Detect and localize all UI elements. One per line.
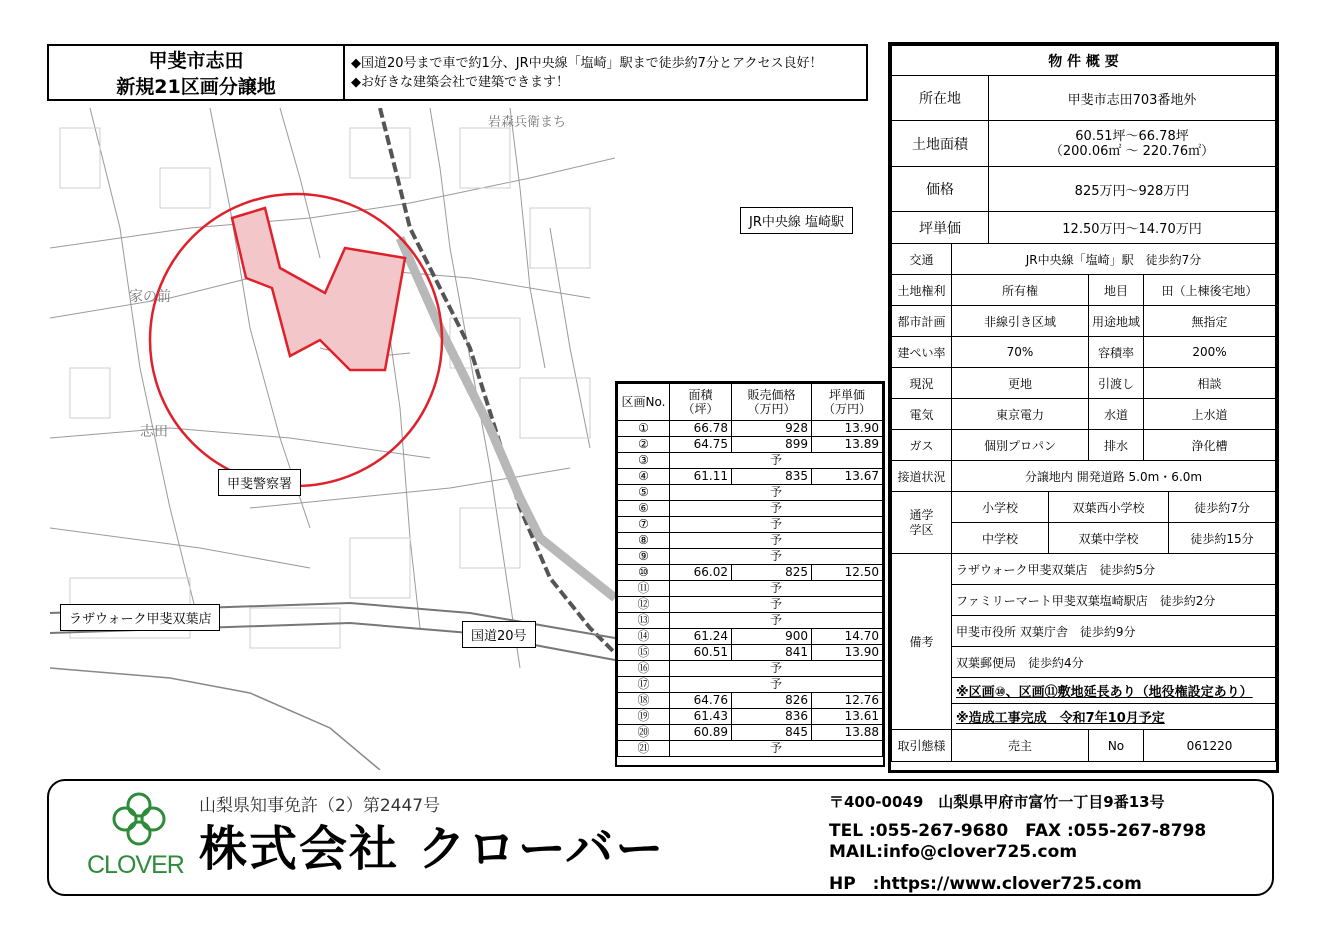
station-label: JR中央線 塩崎駅 [740, 207, 853, 234]
lot-area: 66.02 [670, 565, 732, 581]
lot-unit-price: 13.61 [812, 709, 883, 725]
lot-no: ⑮ [618, 645, 670, 661]
lot-unit-price: 13.90 [812, 421, 883, 437]
lot-unit-price: 13.89 [812, 437, 883, 453]
unit-price-label: 坪単価 [892, 212, 989, 244]
lot-unit-price: 14.70 [812, 629, 883, 645]
electricity-value: 東京電力 [952, 399, 1089, 430]
lot-row [618, 501, 883, 517]
lot-row [618, 677, 883, 693]
land-category-label: 地目 [1089, 275, 1144, 306]
lot-row [618, 613, 883, 629]
lot-no: ⑤ [618, 485, 670, 501]
lot-row [618, 469, 883, 485]
school-label: 通学 学区 [892, 492, 952, 554]
lot-header-no: 区画No. [618, 384, 670, 421]
note-2: ◆お好きな建築会社で建築できます！ [351, 75, 569, 90]
map-label-shida: 志田 [140, 424, 168, 440]
lot-status: 予 [670, 613, 883, 629]
notes-box [345, 44, 868, 101]
lot-status: 予 [670, 517, 883, 533]
water-value: 上水道 [1144, 399, 1276, 430]
lot-no: ③ [618, 453, 670, 469]
junior-walk: 徒歩約15分 [1169, 523, 1276, 554]
lot-row [618, 597, 883, 613]
zoning-value: 無指定 [1144, 306, 1276, 337]
remark-item: 双葉郵便局 徒歩約4分 [952, 647, 1276, 678]
coverage-value: 70% [952, 337, 1089, 368]
lot-area: 66.78 [670, 421, 732, 437]
transaction-value: 売主 [952, 730, 1089, 762]
lot-area: 60.51 [670, 645, 732, 661]
company-mail[interactable]: MAIL:info@clover725.com [829, 842, 1078, 862]
far-label: 容積率 [1089, 337, 1144, 368]
lot-area: 61.43 [670, 709, 732, 725]
subdivision-area [232, 208, 405, 370]
lot-row [618, 533, 883, 549]
lot-area: 61.11 [670, 469, 732, 485]
clover-logo-icon [111, 791, 167, 847]
road-value: 分譲地内 開発道路 5.0m・6.0m [952, 461, 1276, 492]
coverage-label: 建ぺい率 [892, 337, 952, 368]
remarks-label: 備考 [892, 554, 952, 730]
price-value: 825万円～928万円 [989, 167, 1276, 212]
lot-price: 928 [732, 421, 812, 437]
lot-row [618, 661, 883, 677]
city-plan-value: 非線引き区域 [952, 306, 1089, 337]
lot-no: ④ [618, 469, 670, 485]
lot-status: 予 [670, 597, 883, 613]
lot-no: ⑳ [618, 725, 670, 741]
title-line-2: 新規21区画分譲地 [116, 76, 276, 98]
elementary-name: 双葉西小学校 [1049, 492, 1169, 523]
far-value: 200% [1144, 337, 1276, 368]
land-rights-value: 所有権 [952, 275, 1089, 306]
lot-status: 予 [670, 485, 883, 501]
lot-no: ⑯ [618, 661, 670, 677]
lot-status: 予 [670, 549, 883, 565]
company-name: 株式会社 クローバー [199, 821, 666, 877]
lot-area: 61.24 [670, 629, 732, 645]
gas-value: 個別プロパン [952, 430, 1089, 461]
company-website[interactable]: HP :https://www.clover725.com [829, 874, 1142, 894]
lot-header-price: 販売価格 （万円） [732, 384, 812, 421]
land-category-value: 田（上棟後宅地） [1144, 275, 1276, 306]
lot-no: ⑰ [618, 677, 670, 693]
remark-item: ラザウォーク甲斐双葉店 徒歩約5分 [952, 554, 1276, 585]
lot-no: ㉑ [618, 741, 670, 757]
company-tel-fax: TEL :055-267-9680 FAX :055-267-8798 [829, 821, 1207, 841]
lot-table [615, 381, 885, 767]
land-area-tsubo: 60.51坪～66.78坪 [1075, 128, 1189, 144]
land-area-sqm: （200.06㎡ ～ 220.76㎡） [1049, 143, 1215, 159]
lot-area: 64.75 [670, 437, 732, 453]
land-area-label: 土地面積 [892, 121, 989, 167]
electricity-label: 電気 [892, 399, 952, 430]
road-label: 接道状況 [892, 461, 952, 492]
overview-heading: 物 件 概 要 [892, 46, 1276, 76]
map-label-hyoe: 岩森兵衛まち [488, 115, 567, 130]
lot-row [618, 741, 883, 757]
drainage-label: 排水 [1089, 430, 1144, 461]
lot-unit-price: 12.76 [812, 693, 883, 709]
lot-unit-price: 13.90 [812, 645, 883, 661]
lot-row [618, 549, 883, 565]
status-value: 更地 [952, 368, 1089, 399]
property-grid [891, 45, 1276, 762]
lot-table-grid [617, 383, 883, 757]
elementary-walk: 徒歩約7分 [1169, 492, 1276, 523]
price-label: 価格 [892, 167, 989, 212]
map-drawing [50, 108, 615, 770]
elementary-label: 小学校 [952, 492, 1049, 523]
remark-note: ※造成工事完成 令和7年10月予定 [952, 704, 1276, 730]
traffic-label: 交通 [892, 244, 952, 275]
lot-no: ⑨ [618, 549, 670, 565]
title-box [47, 44, 345, 101]
lot-rows [618, 421, 883, 757]
lot-no: ① [618, 421, 670, 437]
lot-price: 835 [732, 469, 812, 485]
lot-price: 825 [732, 565, 812, 581]
lot-status: 予 [670, 661, 883, 677]
lot-row [618, 581, 883, 597]
location-label: 所在地 [892, 76, 989, 121]
license-number: 山梨県知事免許（2）第2447号 [199, 796, 441, 816]
land-rights-label: 土地権利 [892, 275, 952, 306]
lot-status: 予 [670, 581, 883, 597]
transaction-no-label: No [1089, 730, 1144, 762]
company-footer [47, 779, 1274, 896]
lot-unit-price: 13.67 [812, 469, 883, 485]
lot-no: ⑥ [618, 501, 670, 517]
lot-no: ⑪ [618, 581, 670, 597]
lot-no: ② [618, 437, 670, 453]
unit-price-value: 12.50万円～14.70万円 [989, 212, 1276, 244]
lot-row [618, 629, 883, 645]
lot-price: 845 [732, 725, 812, 741]
lot-row [618, 421, 883, 437]
lot-row [618, 725, 883, 741]
junior-name: 双葉中学校 [1049, 523, 1169, 554]
lot-row [618, 517, 883, 533]
lot-no: ⑧ [618, 533, 670, 549]
lot-no: ⑭ [618, 629, 670, 645]
lot-price: 826 [732, 693, 812, 709]
lot-area: 64.76 [670, 693, 732, 709]
lot-row [618, 485, 883, 501]
transaction-label: 取引態様 [892, 730, 952, 762]
lot-no: ⑩ [618, 565, 670, 581]
location-map [50, 108, 615, 770]
lot-status: 予 [670, 533, 883, 549]
lot-unit-price: 12.50 [812, 565, 883, 581]
lot-no: ⑱ [618, 693, 670, 709]
traffic-value: JR中央線「塩崎」駅 徒歩約7分 [952, 244, 1276, 275]
map-label-ienomae: 家の前 [129, 289, 171, 305]
logo-text: CLOVER [87, 851, 184, 879]
lot-status: 予 [670, 741, 883, 757]
lot-row [618, 645, 883, 661]
route-label: 国道20号 [462, 621, 536, 648]
lot-row [618, 693, 883, 709]
lot-row [618, 437, 883, 453]
lot-header-area: 面積 （坪） [670, 384, 732, 421]
lot-price: 836 [732, 709, 812, 725]
transaction-no-value: 061220 [1144, 730, 1276, 762]
remark-item: ファミリーマート甲斐双葉塩崎駅店 徒歩約2分 [952, 585, 1276, 616]
note-1: ◆国道20号まで車で約1分、JR中央線「塩崎」駅まで徒歩約7分とアクセス良好！ [351, 56, 823, 71]
lot-no: ⑲ [618, 709, 670, 725]
lot-no: ⑦ [618, 517, 670, 533]
lot-price: 899 [732, 437, 812, 453]
city-plan-label: 都市計画 [892, 306, 952, 337]
police-label: 甲斐警察署 [218, 469, 301, 496]
handover-label: 引渡し [1089, 368, 1144, 399]
water-label: 水道 [1089, 399, 1144, 430]
lot-status: 予 [670, 453, 883, 469]
location-value: 甲斐市志田703番地外 [989, 76, 1276, 121]
lot-price: 900 [732, 629, 812, 645]
status-label: 現況 [892, 368, 952, 399]
company-address: 〒400-0049 山梨県甲府市富竹一丁目9番13号 [829, 793, 1165, 811]
store-label: ラザウォーク甲斐双葉店 [60, 604, 220, 631]
gas-label: ガス [892, 430, 952, 461]
junior-label: 中学校 [952, 523, 1049, 554]
lot-header-unit: 坪単価 （万円） [812, 384, 883, 421]
handover-value: 相談 [1144, 368, 1276, 399]
lot-row [618, 565, 883, 581]
title-line-1: 甲斐市志田 [148, 50, 244, 72]
lot-area: 60.89 [670, 725, 732, 741]
remark-note: ※区画⑩、区画⑪敷地延長あり（地役権設定あり） [952, 678, 1276, 704]
lot-no: ⑫ [618, 597, 670, 613]
lot-row [618, 453, 883, 469]
property-overview [888, 42, 1279, 773]
lot-status: 予 [670, 501, 883, 517]
lot-no: ⑬ [618, 613, 670, 629]
zoning-label: 用途地域 [1089, 306, 1144, 337]
drainage-value: 浄化槽 [1144, 430, 1276, 461]
lot-price: 841 [732, 645, 812, 661]
lot-status: 予 [670, 677, 883, 693]
lot-row [618, 709, 883, 725]
remark-item: 甲斐市役所 双葉庁舎 徒歩約9分 [952, 616, 1276, 647]
lot-unit-price: 13.88 [812, 725, 883, 741]
